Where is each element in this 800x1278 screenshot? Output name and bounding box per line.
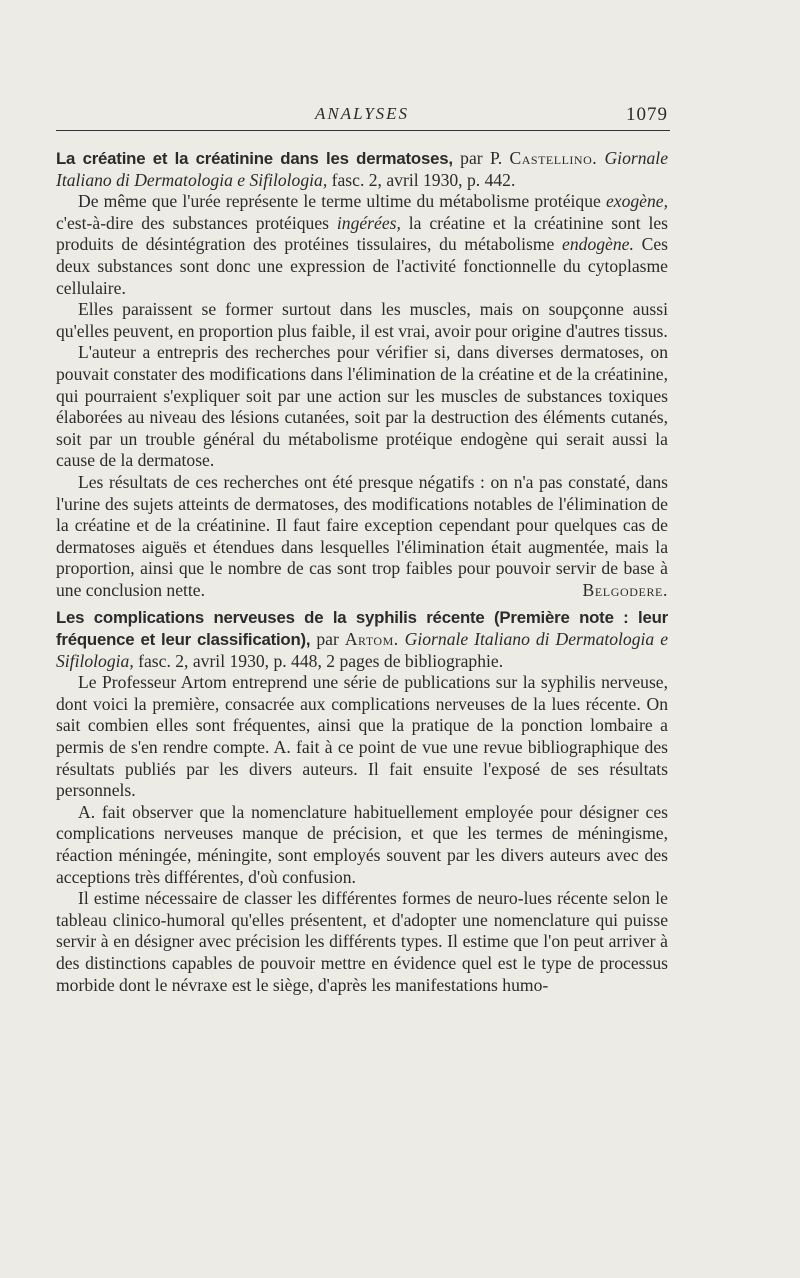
article-by: par P. [460, 148, 503, 168]
article-syphilis [56, 607, 668, 996]
paragraph: De même que l'urée représente le terme ultime du métabolisme protéique exogène, c'est-à-dire des substances protéiques ingérées, la créatine et la créatinine sont les produits de désintégration des protéines tissulaires, du métabolisme endogène. Ces deux substances sont donc une expression de l'activité fonctionnelle du cytoplasme cellulaire. [56, 191, 669, 298]
paragraph: Les résultats de ces recherches ont été presque négatifs : on n'a pas constaté, dans l'urine des sujets atteints de dermatoses, des modifications notables de l'élimination de la créatine et de la créatinine. Il faut faire exception cependant pour quelques cas de dermatoses aiguës et étendues dans lesquelles l'élimination était augmentée, mais la proportion, ainsi que le nombre de cas sont trop faibles pour pouvoir servir de base à une conclusion nette. Belgodere. [56, 471, 668, 600]
paragraph: L'auteur a entrepris des recherches pour vérifier si, dans diverses dermatoses, on pouvait constater des modifications dans l'élimination de la créatine et de la créatinine, qui pourraient s'expliquer soit par une action sur les muscles de substances toxiques élaborées au niveau des lésions cutanées, soit par la destruction des éléments cutanés, soit par un trouble général du métabolisme protéique endogène qui serait aussi la cause de la dermatose. [56, 342, 668, 471]
reviewer-signature: Belgodere. [582, 579, 668, 600]
article-author: Castellino. [509, 148, 598, 168]
running-title: ANALYSES [314, 104, 410, 123]
article-title: Les complications nerveuses de la syphilis récente (Première note : leur fréquence et leur classification), [56, 608, 668, 650]
running-header [56, 104, 668, 130]
article-title: La créatine et la créatinine dans les dermatoses, [56, 149, 453, 168]
text-column [56, 148, 668, 996]
article-citation: fasc. 2, avril 1930, p. 442. [331, 169, 516, 190]
article-author: Artom. [344, 629, 399, 650]
article-journal: Giornale Italiano di Dermatologia e Sifilologia, [56, 148, 668, 190]
paragraph: Elles paraissent se former surtout dans les muscles, mais on soupçonne aussi qu'elles peuvent, en proportion plus faible, il est vrai, avoir pour origine d'autres tissus. [56, 299, 668, 341]
article-journal: Giornale Italiano di Dermatologia e Sifilologia, [56, 629, 668, 671]
article-creatine [56, 148, 668, 601]
paragraph: Il estime nécessaire de classer les différentes formes de neuro-lues récente selon le tableau clinico-humoral qu'elles présentent, et d'adopter une nomenclature qui puisse servir à en désigner avec précision les différents types. Il estime que l'on peut arriver à des distinctions capables de pouvoir mettre en évidence quel est le type de processus morbide dont le névraxe est le siège, d'après les manifestations humo- [56, 888, 668, 995]
article-by: par [316, 629, 339, 650]
header-rule [56, 130, 670, 131]
page-number: 1079 [626, 104, 668, 125]
paragraph: Le Professeur Artom entreprend une série de publications sur la syphilis nerveuse, dont voici la première, consacrée aux complications nerveuses de la lues récente. On sait combien elles sont fréquentes, ainsi que la pratique de la ponction lombaire a permis de s'en rendre compte. A. fait à ce point de vue une revue bibliographique des résultats publiés par les divers auteurs. Il fait ensuite l'exposé de ses résultats personnels. [56, 672, 668, 801]
article-heading [56, 148, 668, 191]
article-heading [56, 607, 668, 672]
article-citation: fasc. 2, avril 1930, p. 448, 2 pages de bibliographie. [138, 650, 504, 671]
paragraph: A. fait observer que la nomenclature habituellement employée pour désigner ces complications nerveuses manque de précision, et que les termes de méningisme, réaction méningée, méningite, sont employés souvent par les divers auteurs avec des acceptions très différentes, d'où confusion. [56, 801, 668, 887]
